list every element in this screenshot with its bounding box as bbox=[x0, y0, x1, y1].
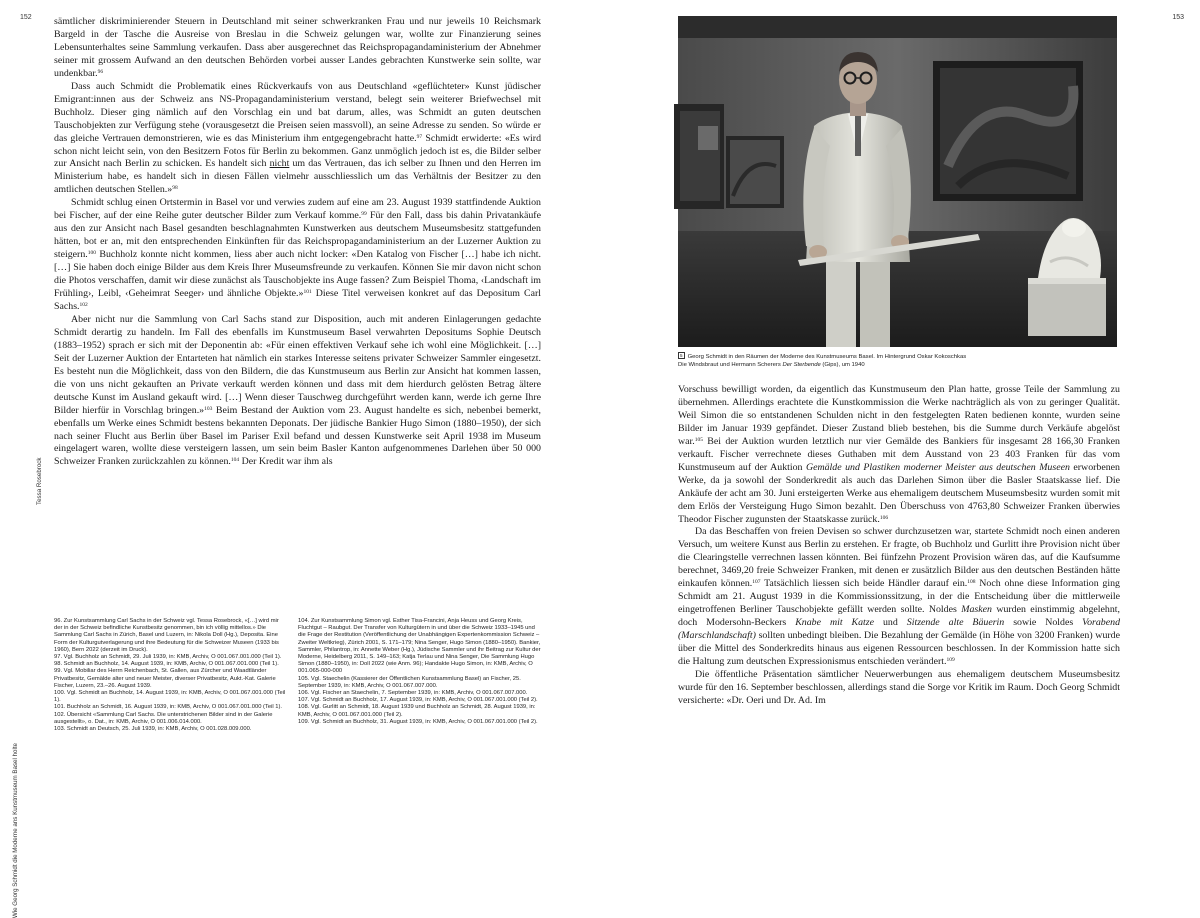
footnote: 106. Vgl. Fischer an Staechelin, 7. September 1939, in: KMB, Archiv, O 001.067.007.000. bbox=[298, 690, 528, 697]
paragraph: sämtlicher diskriminierender Steuern in Deutschland mit seiner schwerkranken Frau und nur jeweils 10 Reichsmark Bargeld in der Tasche die Ausreise von Breslau in die Schweiz gelungen war, wollte zur Finanzierung seines Lebensunterhaltes seine Sammlung verkaufen. Dass aber ausgerechnet das Reichspropagandaministerium der Abnehmer seiner mit grossem Aufwand an den deutschen Behörden vorbei ausser Landes gebrachten Kunstwerke sein sollte, war undenkbar.$^{96}$ bbox=[54, 16, 541, 79]
footnote: 101. Buchholz an Schmidt, 16. August 1939, in: KMB, Archiv, O 001.067.001.000 (Teil 1). bbox=[54, 704, 283, 711]
paragraph: Aber nicht nur die Sammlung von Carl Sachs stand zur Disposition, auch mit anderen Einlagerungen gedachte Schmidt derartig zu handeln. Im Fall des ebenfalls im Kunstmuseum Basel verwahrten Depositums Sophie Deutsch (1883–1952) sprach er sich mit der Deponentin ab: «Für einen effektiven Verkauf sehe ich wohl eine Möglichkeit. […] Seit der Luzerner Auktion der Entarteten hat nämlich ein starkes Interesse seitens privater Schweizer Sammler eingesetzt. Es besteht nun die Möglichkeit, dass von den Bildern, die das Kunstmuseum aus Berlin zur Ansicht hat kommen lassen, die von uns nicht gekauften an Private verkauft werden können und dass mit dem hierdurch gelösten Betrag ältere deutsche Kunst im Ausland gekauft wird. […] Wenn dieser Tauschweg durchgeführt werden kann, werde ich gerne Ihre Bilder hierfür in Vorschlag bringen.»$^{103}$ Beim Bestand der Auktion vom 23. August handelte es sich, nebenbei bemerkt, ebenfalls um Werke eines Schmidt bestens bekannten Deponats. Der jüdische Bankier Hugo Simon (1880–1950), der sich nach seiner Flucht aus Berlin über Basel im Pariser Exil befand und dessen Kunstwerke seit April 1938 im Museum eingelagert waren, wollte diese versteigern lassen, um sein beim Basler Kanton aufgenommenes Darlehen über 50 000 Schweizer Franken zurückzahlen zu können.$^{104}$ Der Kredit war ihm als bbox=[54, 313, 541, 468]
footnote: 102. Übersicht «Sammlung Carl Sachs. Die unterstrichenen Bilder sind in der Galerie ausgestellt», o. Dat., in: KMB, Archiv, O 001.006.014.000. bbox=[54, 711, 273, 725]
footnote: 96. Zur Kunstsammlung Carl Sachs in der Schweiz vgl. Tessa Rosebrock, «[…] wird mir der in der Schweiz befindliche Kunstbesitz genommen, bin ich völlig mittellos.» Die Sammlung Carl Sachs in Zürich, Basel und Luzern, in: Nikola Doll (Hg.), Deposita. Eine Form der Kulturgutverlagerung und ihre Bedeutung für die Schweizer Museen (1933 bis 1960), Bern 2022 (derzeit im Druck). bbox=[54, 618, 279, 653]
footnote: 97. Vgl. Buchholz an Schmidt, 29. Juli 1939, in: KMB, Archiv, O 001.067.001.000 (Teil 1). bbox=[54, 654, 282, 661]
museum-photograph bbox=[678, 16, 1117, 347]
footnote: 108. Vgl. Gurlitt an Schmidt, 18. August 1939 und Buchholz an Schmidt, 28. August 1939, in: KMB, Archiv, O 001.067.001.000 (Teil 2). bbox=[298, 704, 536, 718]
footnote: 105. Vgl. Staechelin (Kassierer der Öffentlichen Kunstsammlung Basel) an Fischer, 25. September 1939, in: KMB, Archiv, O 001.067.007.000. bbox=[298, 675, 521, 689]
page-number-left: 152 bbox=[20, 14, 32, 21]
footnote: 99. Vgl. Mobiliar des Herrn Reichenbach, St. Gallen, aus Zürcher und Waadtländer Privatbesitz, Gemälde alter und neuer Meister, diverser Privatbesitz, Aukt.-Kat. Galerie Fischer, Luzern, 23.–26. August 1939. bbox=[54, 668, 276, 689]
paragraph: Die öffentliche Präsentation sämtlicher Neuerwerbungen aus ehemaligem deutschem Museumsbesitz wurde für den 16. September beschlossen, allerdings stand die Sorge vor Kritik im Raum. Doch Georg Schmidt versicherte: «Dr. Oeri und Dr. Ad. Im bbox=[678, 668, 1120, 706]
footnotes-column-1 bbox=[54, 618, 286, 733]
right-body-text bbox=[678, 384, 1120, 708]
right-page bbox=[600, 0, 1200, 764]
footnote: 109. Vgl. Schmidt an Buchholz, 31. August 1939, in: KMB, Archiv, O 001.067.001.000 (Teil 2). bbox=[298, 718, 538, 725]
footnotes-column-2 bbox=[298, 618, 542, 726]
footnote: 104. Zur Kunstsammlung Simon vgl. Esther Tisa-Francini, Anja Heuss und Georg Kreis, Fluchtgut – Raubgut. Der Transfer von Kulturgütern in und über die Schweiz 1933–1945 und die Frage der Restitution (Veröffentlichung der Unabhängigen Expertenkommission Schweiz – Zweiter Weltkrieg), Zürich 2001, S. 171–179; Nina Senger, Hugo Simon (1880–1950). Bankier, Sammler, Philantrop, in: Annette Weber (Hg.), Jüdische Sammler und ihr Beitrag zur Kultur der Moderne, Heidelberg 2011, S. 149–163; Katja Terlau und Nina Senger, Die Sammlung Hugo Simon (1880–1950), in: Doll 2022 (wie Anm. 96); Handakte Hugo Simon, in: KMB, Archiv, O 001.065-000-000 bbox=[298, 618, 541, 675]
running-title: Wie Georg Schmidt die Moderne ans Kunstmuseum Basel holte bbox=[12, 743, 19, 918]
paragraph: Schmidt schlug einen Ortstermin in Basel vor und verwies zudem auf eine am 23. August 1939 stattfindende Auktion bei Fischer, auf der eine Reihe guter deutscher Bilder zum Verkauf komme.$^{99}$ Für den Fall, dass bis dahin Privatankäufe aus den zur Ansicht nach Basel gesandten beschlagnahmten Kunstwerken aus deutschem Museumsbesitz stattgefunden hätten, bot er an, mit den entsprechenden Einkünften für das Reichspropagandaministerium an der Luzerner Auktion zu steigern.$^{100}$ Buchholz konnte nicht kommen, liess aber auch nicht locker: «Den Katalog von Fischer […] habe ich nicht. […] Sie haben doch einige Bilder aus dem Kreis Ihrer Museumsfreunde zu verkaufen. Können Sie mir davon nicht schon die Photos verschaffen, damit wir diese zunächst als Tauschobjekte ins Auge fassen? Zum Beispiel Thoma, ‹Landschaft im Frühling›, Leibl, ‹Geheimrat Seeger› und ähnliche Objekte.»$^{101}$ Diese Titel verweisen konkret auf das Depositum Carl Sachs.$^{102}$ bbox=[54, 197, 541, 312]
photo-illustration bbox=[678, 16, 1117, 347]
footnote: 107. Vgl. Schmidt an Buchholz, 17. August 1939, in: KMB, Archiv, O 001.067.001.000 (Teil 2). bbox=[298, 697, 538, 704]
footnote: 100. Vgl. Schmidt an Buchholz, 14. August 1939, in: KMB, Archiv, O 001.067.001.000 (Teil 1). bbox=[54, 690, 286, 704]
paragraph: Da das Beschaffen von freien Devisen so schwer durchzusetzen war, startete Schmidt noch einen anderen Versuch, um weitere Kunst aus Berlin zu erstehen. Er fragte, ob Buchholz und Gurlitt ihre Provision nicht über die Clearingstelle verrechnen lassen könnten. Bei fünfzehn Prozent Provision wären das, auf die Kaufsumme berechnet, 3469,20 freie Schweizer Franken, mit denen er zusätzlich Bilder aus den deutschen Beständen hätte einkaufen können.$^{107}$ Tatsächlich liessen sich beide Händler darauf ein.$^{108}$ Noch ohne diese Information ging Schmidt am 21. August 1939 in die Kommissionssitzung, in der die Entscheidung über die mittlerweile eingetroffenen Berliner Tauschobjekte gefällt werden sollte. Noldes Masken wurden einstimmig abgelehnt, doch Modersohn-Beckers Knabe mit Katze und Sitzende alte Bäuerin sowie Noldes Vorabend (Marschlandschaft) sollten unbedingt bleiben. Die Bezahlung der Gemälde (in Höhe von 3200 Franken) wurde über die Mittel des Sonderkredits hinaus aus eigenen Ressourcen beschlossen. In der Kommission hatte sich die Haltung zum deutschen Expressionismus entschieden verändert.$^{109}$ bbox=[678, 526, 1121, 668]
paragraph: Vorschuss bewilligt worden, da eigentlich das Kunstmuseum den Plan hatte, grosse Teile der Sammlung zu übernehmen. Allerdings erachtete die Kunstkommission die Werke nachträglich als von zu geringer Qualität. Weil Simon die so entstandenen Schulden nicht in den festgelegten Raten bedienen konnte, wurden seine Bilder im Januar 1939 gepfändet. Dieser Zustand blieb bestehen, bis die Summe durch Verkäufe abgelöst war.$^{105}$ Bei der Auktion wurden letztlich nur vier Gemälde des Bankiers für insgesamt 28 166,30 Franken verkauft. Fischer verrechnete dieses Guthaben mit dem Ausstand von 23 403 Franken für das vom Kunstmuseum auf der Auktion Gemälde und Plastiken moderner Meister aus deutschen Museen erworbenen Werke, da ja sowohl der Sonderkredit als auch das Darlehen Simon über die Basler Staatskasse lief. Die Ankäufe der acht am 30. Juni ersteigerten Werke aus ehemaligem deutschem Museumsbesitz wurden somit mit dem Erlös der Versteigung Hugo Simon bezahlt. Den Überschuss von 4763,80 Schweizer Franken überwies Theodor Fischer zugunsten der Staatskasse zurück.$^{106}$ bbox=[678, 384, 1120, 525]
left-body-text bbox=[54, 16, 541, 469]
figure-caption: 5 Georg Schmidt in den Räumen der Moderne des Kunstmuseums Basel. Im Hintergrund Oskar Kokoschkas Die Windsbraut und Hermann Scherers Der Sterbende (Gips), um 1940 bbox=[678, 353, 967, 368]
page-number-right: 153 bbox=[1172, 14, 1184, 21]
footnote: 103. Schmidt an Deutsch, 25. Juli 1939, in: KMB, Archiv, O 001.028.009.000. bbox=[54, 726, 252, 733]
paragraph: Dass auch Schmidt die Problematik eines Rückverkaufs von aus Deutschland «geflüchteter» Kunst jüdischer Emigrant:innen aus der Schweiz ans NS-Propagandaministerium verstand, belegt sein weiterer Briefwechsel mit Buchholz. Dieser ging nämlich auf den Vorschlag ein und bat darum, alles, was Schmidt an guten deutschen Tauschobjekten zur Verfügung stehe (vorausgesetzt die Preisen seien massvoll), an seine Adresse zu senden. So würde er das gleiche Vertrauen demonstrieren, wie es das Ministerium ihm entgegengebracht hatte.$^{97}$ Schmidt erwiderte: «Es wird schon nicht leicht sein, von den Besitzern Fotos für Berlin zu bekommen. Ganz unmöglich jedoch ist es, die Bilder selber zur Ansicht nach Berlin zu schicken. Es handelt sich nicht um das Vertrauen, das ich selber zu Ihnen und den Herren im Ministerium habe, es handelt sich in diesen Fällen vielmehr ausschliesslich um das Verhältnis der Besitzer zu den amtlichen deutschen Stellen.»$^{98}$ bbox=[54, 80, 542, 196]
footnote: 98. Schmidt an Buchholz, 14. August 1939, in: KMB, Archiv, O 001.067.001.000 (Teil 1). bbox=[54, 661, 279, 668]
figure-number-badge: 5 bbox=[680, 353, 683, 358]
author-name: Tessa Rosebrock bbox=[36, 457, 43, 505]
